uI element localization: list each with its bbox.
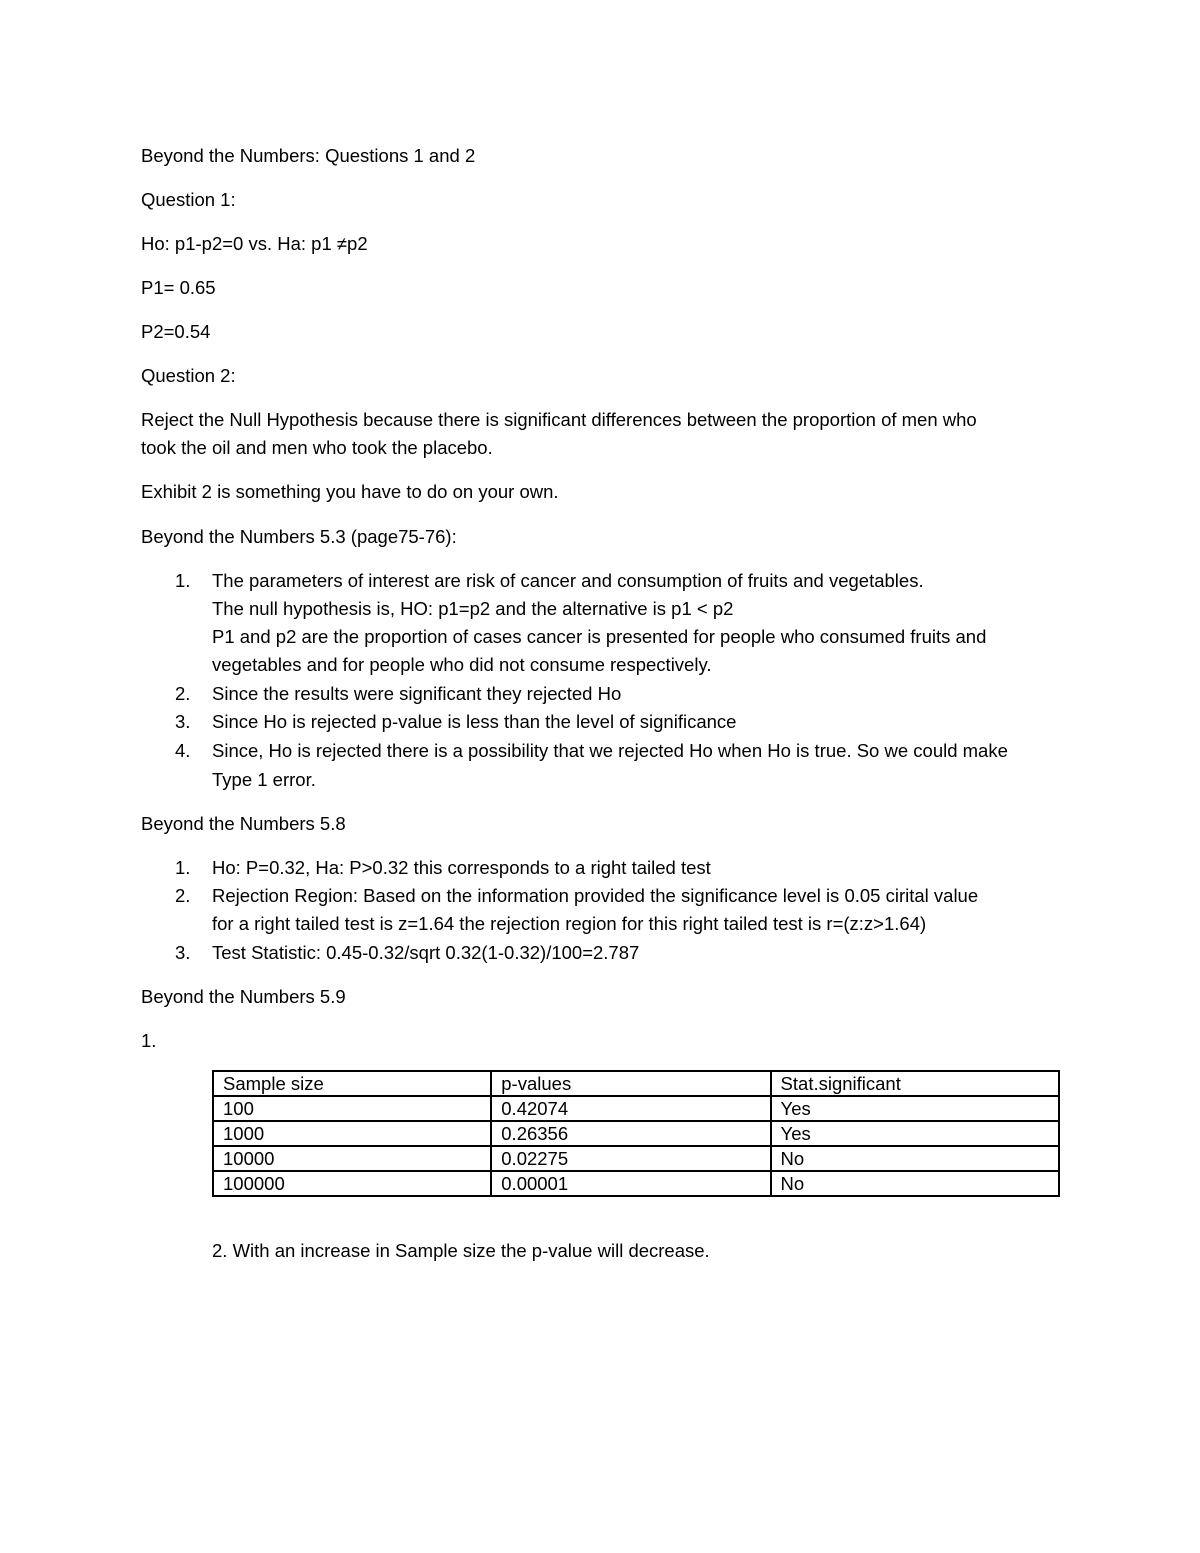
table-row xyxy=(213,1146,1059,1171)
list-item-line: Since Ho is rejected p-value is less than the level of significance xyxy=(212,711,737,732)
list-item-line: vegetables and for people who did not consume respectively. xyxy=(212,654,712,675)
table-cell: No xyxy=(771,1171,1059,1196)
list-item-line: The null hypothesis is, HO: p1=p2 and the alternative is p1 < p2 xyxy=(212,598,734,619)
table-cell: No xyxy=(771,1146,1059,1171)
table-cell: 10000 xyxy=(213,1146,491,1171)
question-2-title: Question 2: xyxy=(141,365,236,386)
table-cell: 0.42074 xyxy=(491,1096,770,1121)
list-item-line: Rejection Region: Based on the information provided the significance level is 0.05 cirital value xyxy=(212,885,979,906)
table-cell: Yes xyxy=(771,1121,1059,1146)
list-item-line: for a right tailed test is z=1.64 the rejection region for this right tailed test is r=(z:z>1.64) xyxy=(212,913,927,934)
list-item-number: 2. xyxy=(175,683,191,704)
table-cell: 0.02275 xyxy=(491,1146,770,1171)
question-2-answer-line-1: Reject the Null Hypothesis because there is significant differences between the proportion of men who xyxy=(141,409,977,430)
question-1-title: Question 1: xyxy=(141,189,236,210)
list-item-line: Test Statistic: 0.45-0.32/sqrt 0.32(1-0.32)/100=2.787 xyxy=(212,942,640,963)
question-1-p2: P2=0.54 xyxy=(141,321,211,342)
table-header-cell: Sample size xyxy=(213,1071,491,1096)
list-item-number: 2. xyxy=(175,885,191,906)
list-item-line: Since the results were significant they rejected Ho xyxy=(212,683,622,704)
table-header-cell: Stat.significant xyxy=(771,1071,1059,1096)
section-5-3-title: Beyond the Numbers 5.3 (page75-76): xyxy=(141,526,457,547)
section-5-9-conclusion: 2. With an increase in Sample size the p-value will decrease. xyxy=(212,1240,710,1261)
table-cell: 0.00001 xyxy=(491,1171,770,1196)
table-header-row xyxy=(213,1071,1059,1096)
list-item-number: 3. xyxy=(175,711,191,732)
list-item-line: Since, Ho is rejected there is a possibility that we rejected Ho when Ho is true. So we could make xyxy=(212,740,1008,761)
question-1-hypothesis: Ho: p1-p2=0 vs. Ha: p1 ≠p2 xyxy=(141,233,368,254)
table-row xyxy=(213,1121,1059,1146)
list-item-line: Type 1 error. xyxy=(212,769,316,790)
list-item-number: 1. xyxy=(175,857,191,878)
table-cell: 100000 xyxy=(213,1171,491,1196)
document-heading: Beyond the Numbers: Questions 1 and 2 xyxy=(141,145,476,166)
table-cell: 0.26356 xyxy=(491,1121,770,1146)
exhibit-note: Exhibit 2 is something you have to do on your own. xyxy=(141,481,559,502)
table-cell: Yes xyxy=(771,1096,1059,1121)
sample-size-table xyxy=(212,1070,1060,1197)
table-row xyxy=(213,1171,1059,1196)
list-item-line: P1 and p2 are the proportion of cases cancer is presented for people who consumed fruits and xyxy=(212,626,987,647)
list-item-number: 4. xyxy=(175,740,191,761)
table-row xyxy=(213,1096,1059,1121)
section-5-9-item-1-number: 1. xyxy=(141,1030,157,1051)
list-item-line: Ho: P=0.32, Ha: P>0.32 this corresponds to a right tailed test xyxy=(212,857,711,878)
section-5-8-title: Beyond the Numbers 5.8 xyxy=(141,813,346,834)
list-item-number: 3. xyxy=(175,942,191,963)
table-header-cell: p-values xyxy=(491,1071,770,1096)
list-item-number: 1. xyxy=(175,570,191,591)
question-2-answer-line-2: took the oil and men who took the placebo. xyxy=(141,437,493,458)
list-item-line: The parameters of interest are risk of cancer and consumption of fruits and vegetables. xyxy=(212,570,924,591)
table-cell: 1000 xyxy=(213,1121,491,1146)
section-5-9-title: Beyond the Numbers 5.9 xyxy=(141,986,346,1007)
table-cell: 100 xyxy=(213,1096,491,1121)
question-1-p1: P1= 0.65 xyxy=(141,277,216,298)
